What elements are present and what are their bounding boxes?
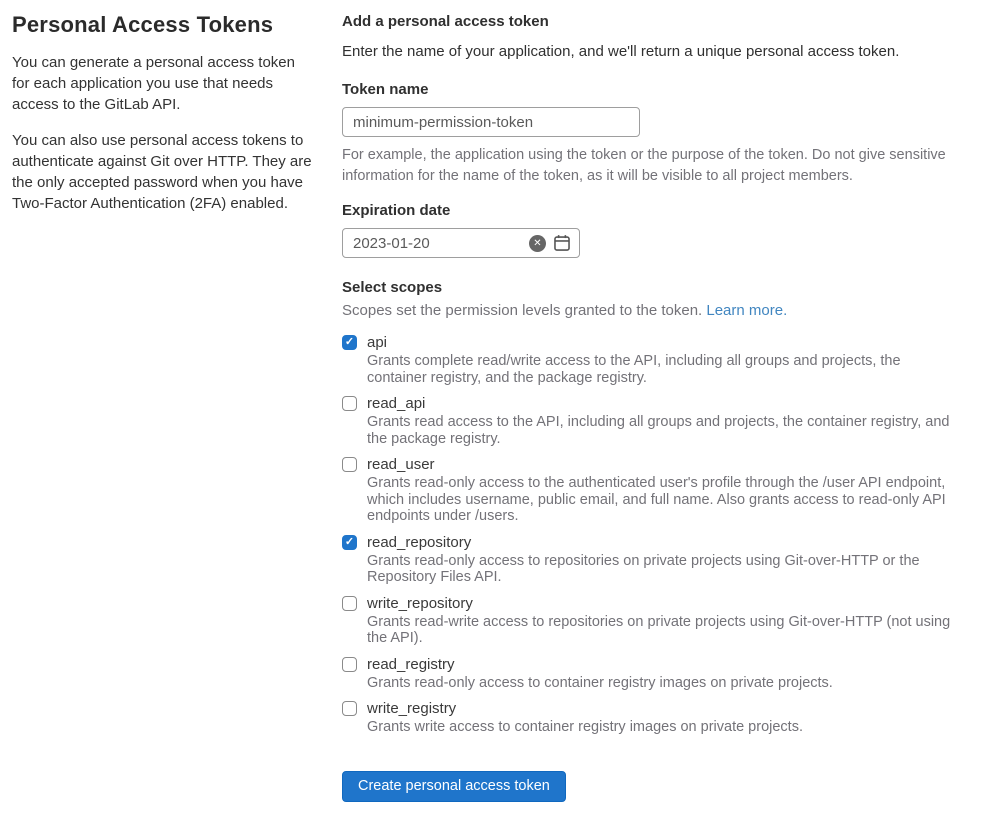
expiration-date-label: Expiration date [342, 202, 451, 219]
scope-row-write-repository [342, 595, 964, 647]
scope-row-read-api [342, 395, 964, 447]
scope-row-read-registry [342, 656, 964, 692]
scope-checkbox-api[interactable] [342, 335, 357, 350]
scope-checkbox-read-repository[interactable] [342, 535, 357, 550]
token-name-input[interactable] [342, 107, 640, 137]
scope-label-api[interactable]: api [367, 334, 388, 351]
intro-paragraph-2: You can also use personal access tokens to authenticate against Git over HTTP. They are the only accepted password when you have Two-Factor Authentication (2FA) enabled. [12, 132, 312, 212]
scope-label-read-registry[interactable]: read_registry [367, 655, 455, 673]
scope-checkbox-read-registry[interactable] [342, 657, 357, 672]
token-name-help: For example, the application using the token or the purpose of the token. Do not give sensitive information for the name of the token, as it will be visible to all project members. [342, 147, 946, 184]
token-form [342, 12, 964, 802]
token-name-label: Token name [342, 81, 429, 98]
scope-checkbox-write-registry[interactable] [342, 701, 357, 716]
description-column [12, 12, 312, 802]
scope-description-write-repository: Grants read-write access to repositories on private projects using Git-over-HTTP (not using the API). [367, 613, 951, 646]
form-heading: Add a personal access token [342, 13, 549, 30]
expiration-date-field[interactable] [342, 228, 580, 258]
clear-date-icon[interactable]: ✕ [529, 235, 546, 252]
create-token-button[interactable]: Create personal access token [342, 771, 566, 802]
scope-label-write-registry[interactable]: write_registry [367, 700, 457, 717]
learn-more-link[interactable]: Learn more. [706, 302, 788, 319]
scope-row-api [342, 334, 964, 386]
scope-description-read-registry: Grants read-only access to container registry images on private projects. [367, 674, 833, 691]
select-scopes-heading: Select scopes [342, 279, 443, 296]
scope-label-read-repository[interactable]: read_repository [367, 533, 472, 551]
scope-description-write-registry: Grants write access to container registry images on private projects. [367, 719, 803, 735]
scope-row-read-user [342, 456, 964, 525]
scope-checkbox-read-api[interactable] [342, 396, 357, 411]
form-intro: Enter the name of your application, and we'll return a unique personal access token. [342, 43, 900, 60]
scope-description-read-user: Grants read-only access to the authenticated user's profile through the /user API endpoint, which includes username, public email, and full name. Also grants access to read-only API endpoints under /users. [367, 475, 946, 524]
scope-description-read-api: Grants read access to the API, including all groups and projects, the container registry, and the package registry. [367, 414, 950, 447]
scopes-description-text: Scopes set the permission levels granted to the token. [342, 302, 707, 319]
scope-label-read-user[interactable]: read_user [367, 456, 435, 473]
page-title: Personal Access Tokens [12, 12, 274, 37]
calendar-icon[interactable] [553, 234, 571, 252]
scope-checkbox-write-repository[interactable] [342, 596, 357, 611]
scope-row-read-repository [342, 534, 964, 586]
scope-label-write-repository[interactable]: write_repository [367, 594, 473, 612]
scope-description-api: Grants complete read/write access to the API, including all groups and projects, the container registry, and the package registry. [367, 353, 901, 386]
expiration-date-input[interactable] [353, 235, 529, 252]
scope-description-read-repository: Grants read-only access to repositories on private projects using Git-over-HTTP or the Repository Files API. [367, 552, 920, 585]
scope-row-write-registry [342, 700, 964, 736]
select-scopes-description [342, 300, 964, 321]
intro-paragraph-1: You can generate a personal access token for each application you use that needs access to the GitLab API. [12, 54, 295, 113]
scope-label-read-api[interactable]: read_api [367, 395, 426, 412]
scope-checkbox-read-user[interactable] [342, 457, 357, 472]
